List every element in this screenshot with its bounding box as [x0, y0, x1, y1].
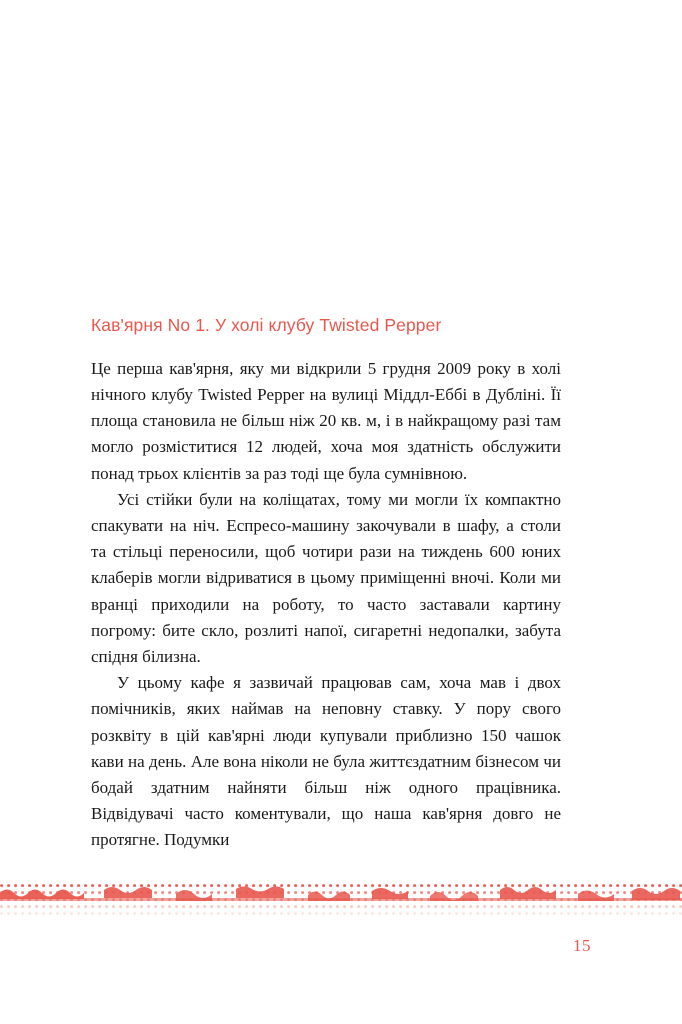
decorative-footer-pattern — [0, 884, 682, 920]
section-title: Кав'ярня No 1. У холі клубу Twisted Pepper — [91, 315, 442, 335]
page-number: 15 — [573, 936, 591, 955]
body-paragraph: Це перша кав'ярня, яку ми відкрили 5 грудня 2009 року в холі нічного клубу Twisted Pepper на вулиці Міддл-Еббі в Дубліні. Її площа становила не більш ніж 20 кв. м, і в найкращому разі там могло розміститися 12 людей, хоча моя здатність обслужити понад трьох клієнтів за раз тоді ще була сумнівною. — [91, 358, 561, 483]
body-paragraph: У цьому кафе я зазвичай працював сам, хоча мав і двох помічників, яких наймав на неповну ставку. У пору свого розквіту в цій кав'ярні люди купували приблизно 150 чашок кави на день. Але вона ніколи не була життєздатним бізнесом чи бодай здатним найняти більш ніж одного працівника. Відвідувачі часто коментували, що наша кав'ярня довго не протягне. Подумки — [91, 673, 561, 850]
page-content — [91, 314, 561, 854]
body-paragraph: Усі стійки були на коліщатах, тому ми могли їх компактно спакувати на ніч. Еспресо-машину закочували в шафу, а столи та стільці переносили, щоб чотири рази на тиждень 600 юних клаберів могли відриватися в цьому приміщенні вночі. Коли ми вранці приходили на роботу, то часто заставали картину погрому: бите скло, розлиті напої, сигаретні недопалки, забута спідня білизна. — [91, 489, 561, 666]
